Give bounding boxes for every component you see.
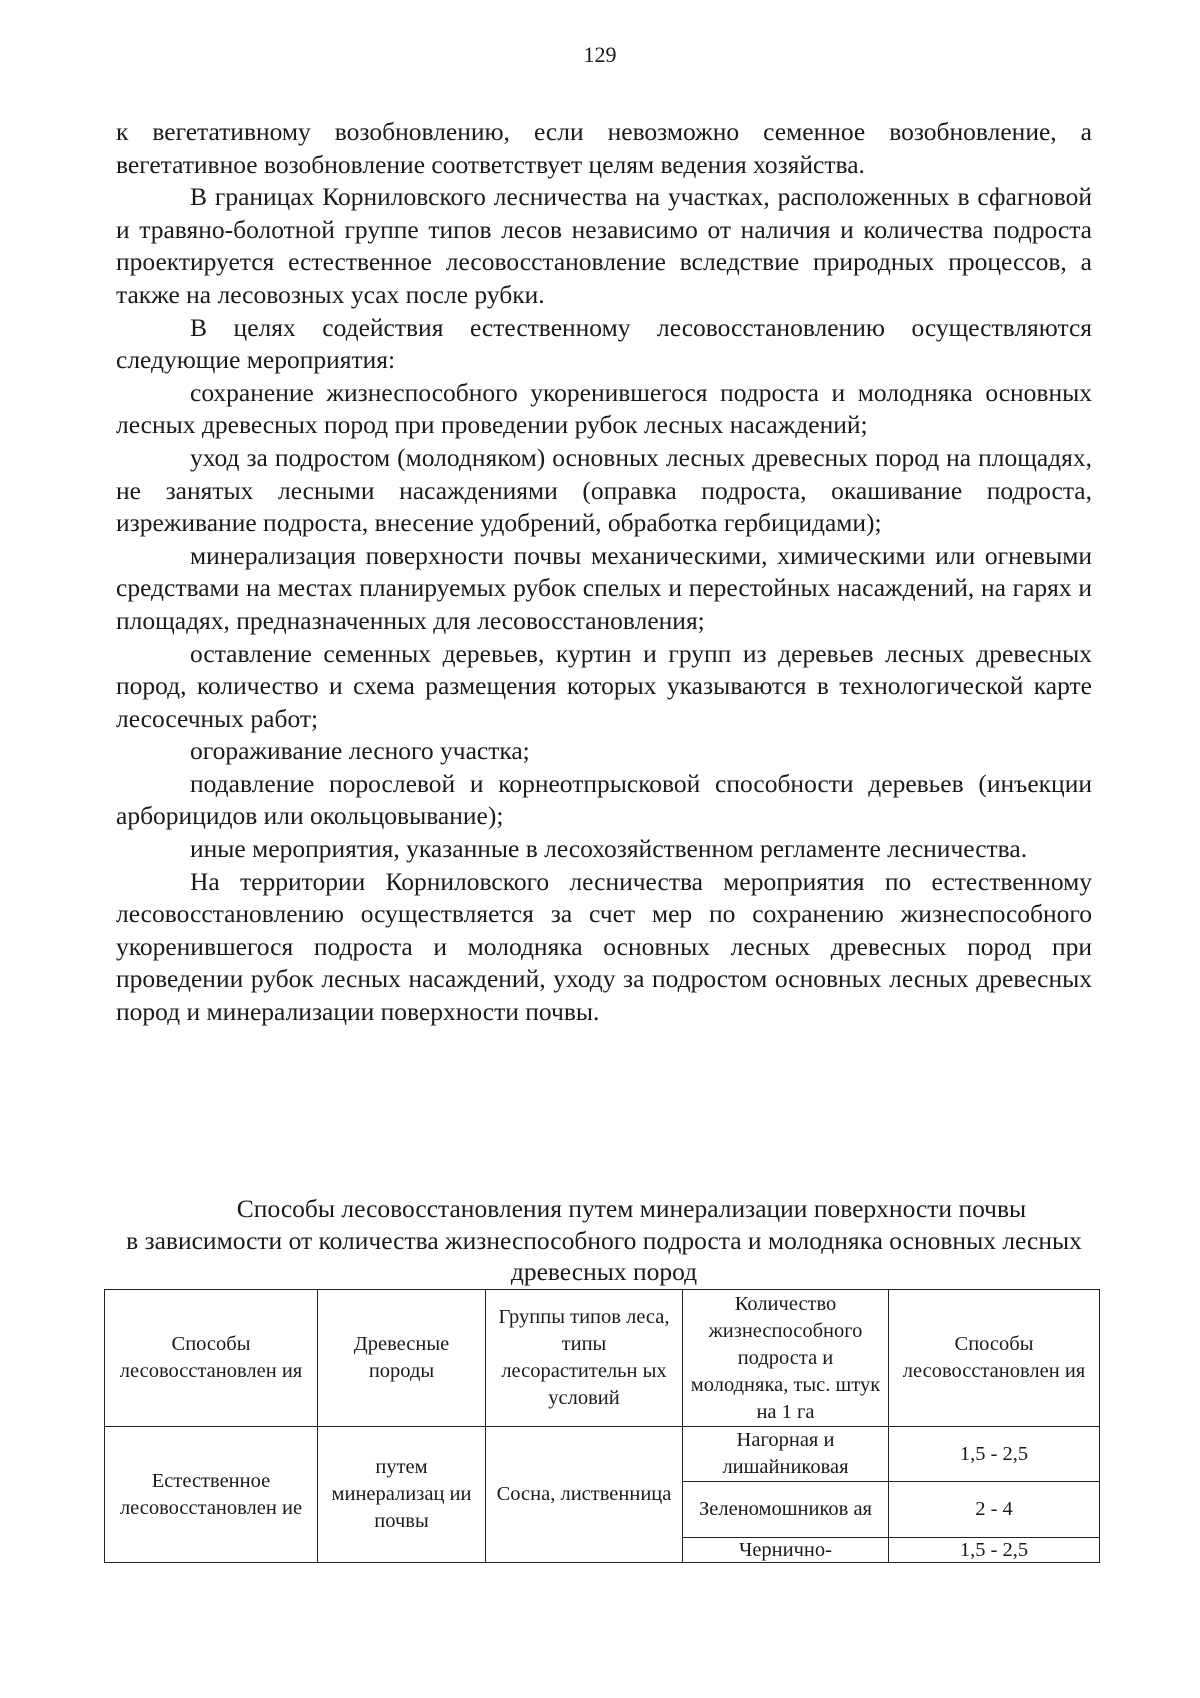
table-row — [105, 1427, 1100, 1482]
paragraph: На территории Корниловского лесничества мероприятия по естественному лесовосстановлению осуществляется за счет мер по сохранению жизнеспособного укоренившегося подроста и молодняка основных лесных древесных пород при проведении рубок лесных насаждений, уходу за подростом основных лесных древесных пород и минерализации поверхности почвы. — [116, 866, 1092, 1027]
table-header-row — [105, 1290, 1100, 1427]
header-cell-species: Древесные породы — [318, 1290, 486, 1427]
cell-method: Естественное лесовосстановлен ие — [105, 1427, 318, 1563]
cell-forest-group: Сосна, лиственница — [486, 1427, 683, 1563]
header-cell-undergrowth-count: Количество жизнеспособного подроста и молодняка, тыс. штук на 1 га — [683, 1290, 889, 1427]
page-number: 129 — [583, 42, 617, 67]
cell-forest-type: Нагорная и лишайниковая — [683, 1427, 889, 1482]
paragraph: В целях содействия естественному лесовосстановлению осуществляются следующие мероприятия: — [116, 312, 1092, 375]
paragraph: к вегетативному возобновлению, если невозможно семенное возобновление, а вегетативное возобновление соответствует целям ведения хозяйства. — [116, 117, 1092, 179]
cell-forest-type: Зеленомошников ая — [683, 1482, 889, 1538]
cell-value: 1,5 - 2,5 — [889, 1538, 1100, 1563]
table-caption-line-2: в зависимости от количества жизнеспособного подроста и молодняка основных лесных древесных пород — [126, 1225, 1082, 1286]
cell-value: 1,5 - 2,5 — [889, 1427, 1100, 1482]
header-cell-forest-group: Группы типов леса, типы лесорастительн ых условий — [486, 1290, 683, 1427]
paragraph: В границах Корниловского лесничества на участках, расположенных в сфагновой и травяно-болотной группе типов лесов независимо от наличия и количества подроста проектируется естественное лесовосстановление вследствие природных процессов, а также на лесовозных усах после рубки. — [116, 182, 1092, 309]
header-cell-method-2: Способы лесовосстановлен ия — [889, 1290, 1100, 1427]
list-item: иные мероприятия, указанные в лесохозяйственном регламенте лесничества. — [190, 834, 1028, 864]
list-item: сохранение жизнеспособного укоренившегося подроста и молодняка основных лесных древесных пород при проведении рубок лесных насаждений; — [116, 377, 1092, 440]
body-text — [116, 116, 1092, 1029]
list-item: минерализация поверхности почвы механическими, химическими или огневыми средствами на местах планируемых рубок спелых и перестойных насаждений, на гарях и площадях, предназначенных для лесовосстановления; — [116, 540, 1092, 635]
list-item: уход за подростом (молодняком) основных лесных древесных пород на площадях, не занятых лесными насаждениями (оправка подроста, окашивание подроста, изреживание подроста, внесение удобрений, обработка гербицидами); — [116, 442, 1092, 538]
reforestation-table — [104, 1289, 1100, 1563]
list-item: огораживание лесного участка; — [190, 736, 530, 766]
header-cell-method: Способы лесовосстановлен ия — [105, 1290, 318, 1427]
list-item: подавление порослевой и корнеотпрысковой способности деревьев (инъекции арборицидов или окольцовывание); — [116, 768, 1092, 831]
cell-species: путем минерализац ии почвы — [318, 1427, 486, 1563]
list-item: оставление семенных деревьев, куртин и групп из деревьев лесных древесных пород, количество и схема размещения которых указываются в технологической карте лесосечных работ; — [116, 638, 1092, 733]
table-caption — [112, 1193, 1096, 1288]
table-caption-line-1: Способы лесовосстановления путем минерализации поверхности почвы — [236, 1194, 1027, 1223]
cell-forest-type: Чернично- — [683, 1538, 889, 1563]
cell-value: 2 - 4 — [889, 1482, 1100, 1538]
